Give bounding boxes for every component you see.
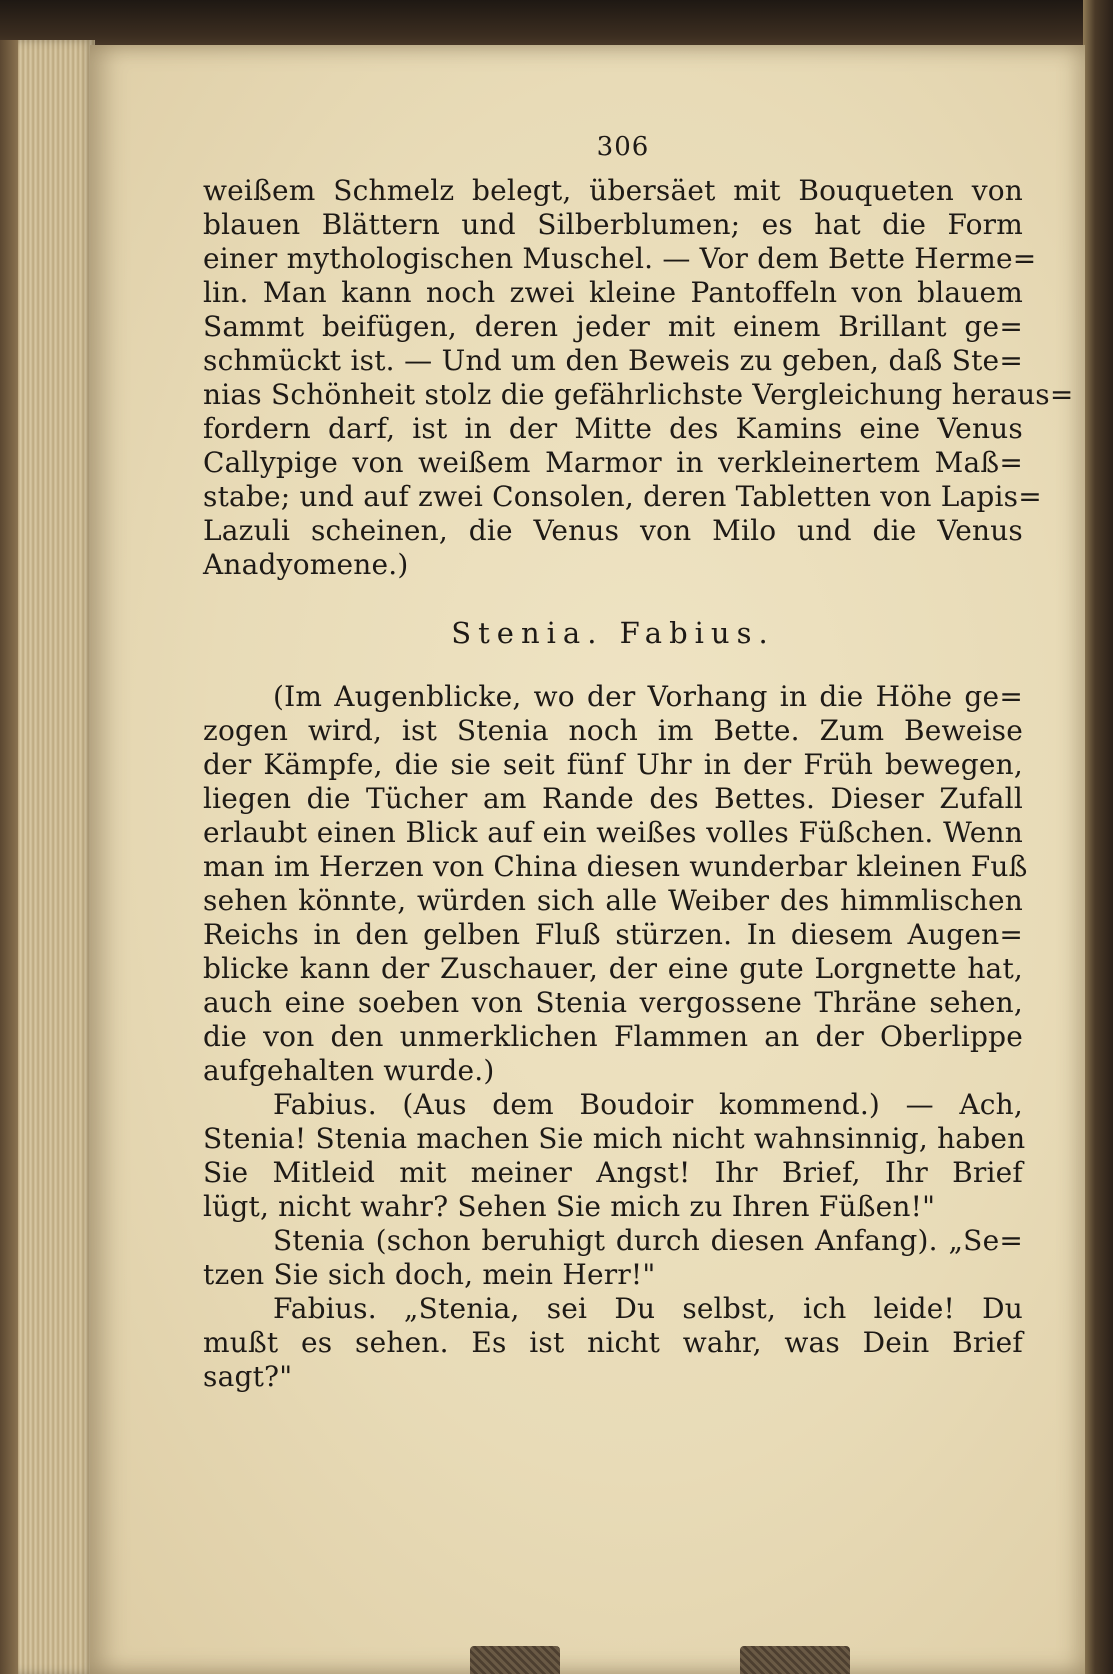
text-line: Sammt beifügen, deren jeder mit einem Brillant ge= [203, 310, 1023, 343]
book-right-edge [1083, 0, 1113, 1674]
text-line: Callypige von weißem Marmor in verkleinertem Maß= [203, 446, 1023, 479]
text-line: sehen könnte, würden sich alle Weiber des himmlischen [203, 884, 1023, 917]
paragraph-stage-description [203, 174, 1074, 582]
text-line: weißem Schmelz belegt, übersäet mit Bouqueten von [203, 174, 1023, 207]
text-line: die von den unmerklichen Flammen an der Oberlippe [203, 1020, 1023, 1053]
text-line: Sie Mitleid mit meiner Angst! Ihr Brief, Ihr Brief [203, 1156, 1023, 1189]
text-line: Lazuli scheinen, die Venus von Milo und die Venus [203, 514, 1023, 547]
text-line: der Kämpfe, die sie seit fünf Uhr in der Früh bewegen, [203, 748, 1023, 781]
text-line: Fabius. (Aus dem Boudoir kommend.) — Ach, [273, 1088, 1023, 1121]
text-line: Reichs in den gelben Fluß stürzen. In diesem Augen= [203, 918, 1023, 951]
text-line: schmückt ist. — Und um den Beweis zu geben, daß Ste= [203, 344, 1023, 377]
page-number: 306 [596, 132, 650, 162]
text-line: lügt, nicht wahr? Sehen Sie mich zu Ihren Füßen!" [203, 1190, 936, 1223]
text-line: man im Herzen von China diesen wunderbar kleinen Fuß [203, 850, 1028, 883]
text-line: blauen Blättern und Silberblumen; es hat die Form [203, 208, 1023, 241]
text-line: nias Schönheit stolz die gefährlichste Vergleichung heraus= [203, 378, 1074, 411]
scene-heading: Stenia. Fabius. [451, 616, 775, 650]
text-line: sagt?" [203, 1360, 293, 1393]
text-line: liegen die Tücher am Rande des Bettes. Dieser Zufall [203, 782, 1023, 815]
text-line: einer mythologischen Muschel. — Vor dem Bette Herme= [203, 242, 1037, 275]
text-line: stabe; und auf zwei Consolen, deren Tabletten von Lapis= [203, 480, 1042, 513]
page-stack-shadow [0, 40, 18, 1674]
text-line: erlaubt einen Blick auf ein weißes volles Füßchen. Wenn [203, 816, 1023, 849]
text-line: auch eine soeben von Stenia vergossene Thräne sehen, [203, 986, 1023, 1019]
text-line: tzen Sie sich doch, mein Herr!" [203, 1258, 656, 1291]
text-line: zogen wird, ist Stenia noch im Bette. Zum Beweise [203, 714, 1023, 747]
text-line: Fabius. „Stenia, sei Du selbst, ich leide! Du [273, 1292, 1023, 1325]
text-line: lin. Man kann noch zwei kleine Pantoffeln von blauem [203, 276, 1023, 309]
cloth-support-left [470, 1646, 560, 1674]
text-line: Anadyomene.) [203, 548, 409, 581]
text-line: mußt es sehen. Es ist nicht wahr, was Dein Brief [203, 1326, 1023, 1359]
text-line: Stenia! Stenia machen Sie mich nicht wahnsinnig, haben [203, 1122, 1026, 1155]
paragraph-scene [203, 680, 1028, 1394]
text-line: aufgehalten wurde.) [203, 1054, 495, 1087]
text-line: fordern darf, ist in der Mitte des Kamins eine Venus [203, 412, 1023, 445]
text-line: blicke kann der Zuschauer, der eine gute Lorgnette hat, [203, 952, 1023, 985]
page-text [203, 130, 1074, 1394]
cloth-support-right [740, 1646, 850, 1674]
text-line: (Im Augenblicke, wo der Vorhang in die Höhe ge= [273, 680, 1023, 713]
text-line: Stenia (schon beruhigt durch diesen Anfang). „Se= [273, 1224, 1023, 1257]
